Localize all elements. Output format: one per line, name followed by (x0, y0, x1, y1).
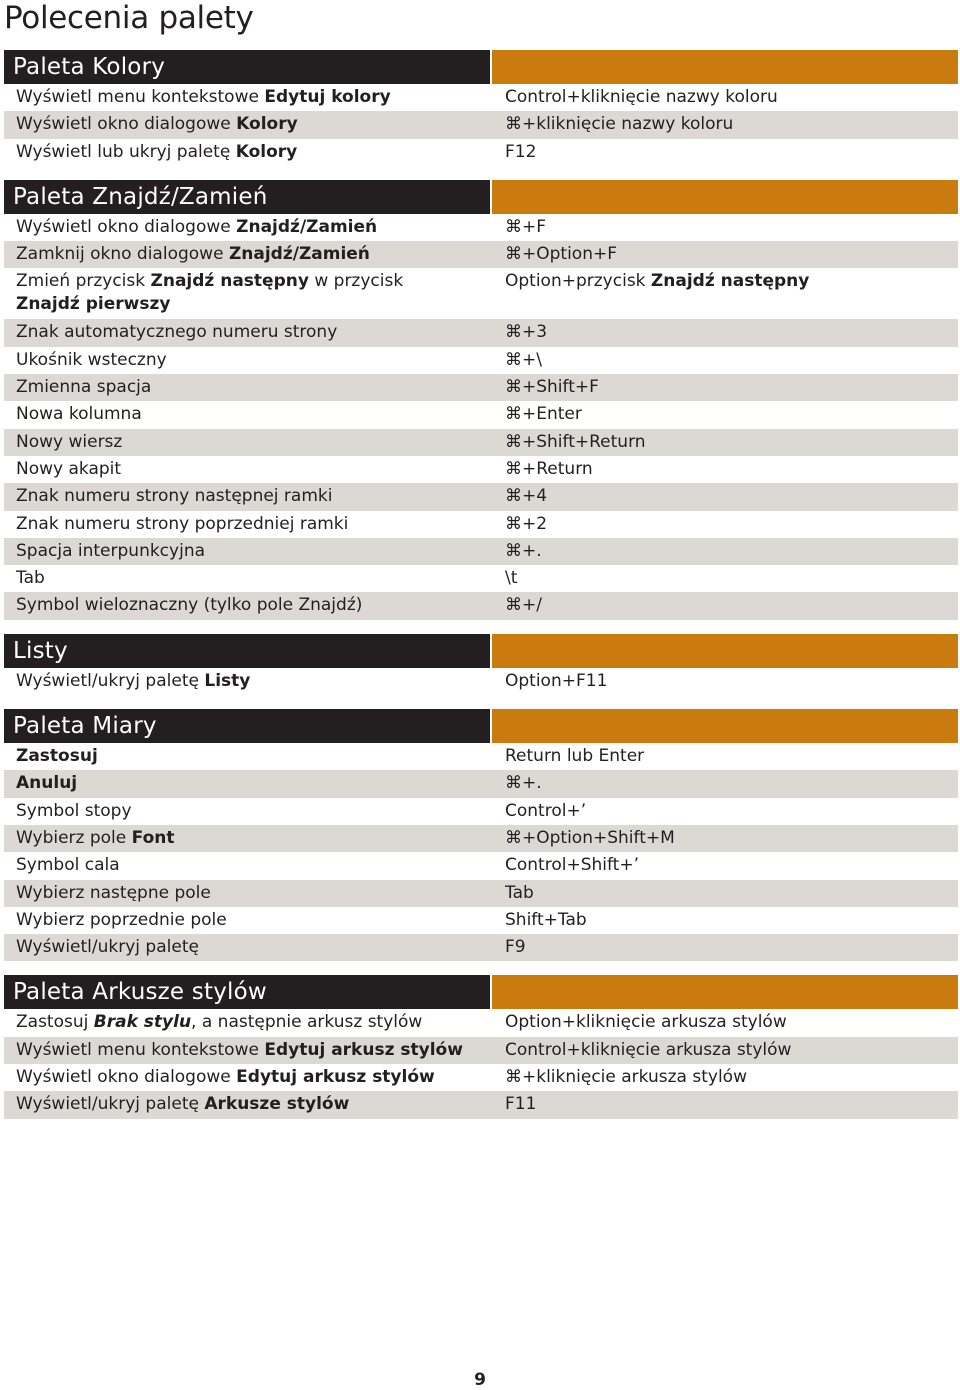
section-header (4, 634, 958, 668)
section-accent-bar (492, 975, 958, 1009)
action-cell (4, 825, 493, 852)
shortcut-cell: ⌘+. (505, 773, 542, 794)
shortcut-cell: ⌘+3 (505, 322, 548, 343)
shortcut-cell (493, 268, 958, 319)
shortcut-cell: ⌘+\ (505, 349, 542, 370)
section-title: Listy (4, 634, 490, 668)
text-run: , a następnie arkusz stylów (191, 1012, 423, 1033)
section-paleta-arkusze-stylow (4, 975, 958, 1118)
action-cell (4, 429, 493, 456)
section-paleta-kolory (4, 50, 958, 166)
section-accent-bar (492, 709, 958, 743)
table-row (4, 668, 958, 695)
text-run: Znak numeru strony następnej ramki (16, 486, 333, 507)
section-title: Paleta Znajdź/Zamień (4, 180, 490, 214)
section-accent-bar (492, 50, 958, 84)
table-row (4, 825, 958, 852)
text-run: Zastosuj (16, 1012, 94, 1033)
text-run: Wyświetl okno dialogowe (16, 114, 237, 135)
section-header (4, 180, 958, 214)
table-row (4, 139, 958, 166)
section-paleta-miary (4, 709, 958, 961)
text-run: Zamknij okno dialogowe (16, 244, 229, 265)
emphasized-text: Font (131, 827, 175, 848)
emphasized-text: Znajdź/Zamień (236, 216, 378, 237)
table-row (4, 347, 958, 374)
text-run: Nowy wiersz (16, 431, 123, 452)
text-run: Wyświetl/ukryj paletę (16, 670, 205, 691)
text-run: Symbol stopy (16, 800, 132, 821)
shortcut-cell: ⌘+Enter (505, 404, 582, 425)
emphasized-text: Arkusze stylów (204, 1094, 350, 1115)
action-cell (4, 538, 493, 565)
action-cell (4, 483, 493, 510)
text-run: Znak automatycznego numeru strony (16, 322, 338, 343)
action-cell (4, 1009, 493, 1036)
section-listy (4, 634, 958, 695)
text-run: Wyświetl okno dialogowe (16, 216, 237, 237)
text-run: Ukośnik wsteczny (16, 349, 167, 370)
emphasized-text: Kolory (236, 114, 298, 135)
shortcut-cell: ⌘+Option+Shift+M (505, 827, 675, 848)
shortcut-cell: Control+Shift+’ (505, 855, 639, 876)
emphasized-text: Listy (204, 670, 251, 691)
emphasized-text: Znajdź następny (150, 271, 309, 292)
emphasized-text: Edytuj arkusz stylów (264, 1039, 463, 1060)
action-cell (4, 241, 493, 268)
table-row (4, 743, 958, 770)
emphasized-text: Zastosuj (16, 746, 98, 767)
shortcut-cell: F12 (505, 141, 537, 162)
action-cell (4, 743, 493, 770)
shortcut-cell: ⌘+Shift+Return (505, 431, 646, 452)
section-title: Paleta Arkusze stylów (4, 975, 490, 1009)
table-row (4, 934, 958, 961)
shortcut-cell: Option+F11 (505, 670, 608, 691)
action-cell (4, 798, 493, 825)
shortcut-cell: Shift+Tab (505, 909, 587, 930)
shortcut-cell: Return lub Enter (505, 746, 645, 767)
action-cell (4, 934, 493, 961)
shortcut-cell: \t (505, 568, 518, 589)
page-title: Polecenia palety (4, 0, 254, 36)
shortcut-cell: Tab (505, 882, 534, 903)
table-row (4, 1009, 958, 1036)
action-cell (4, 770, 493, 797)
emphasized-text: Kolory (235, 141, 298, 162)
action-cell (4, 139, 493, 166)
action-cell (4, 511, 493, 538)
text-run: Wybierz pole (16, 827, 132, 848)
text-run: Wyświetl/ukryj paletę (16, 1094, 205, 1115)
table-row (4, 880, 958, 907)
table-row (4, 770, 958, 797)
text-run: Znak numeru strony poprzedniej ramki (16, 513, 349, 534)
table-row (4, 84, 958, 111)
table-row (4, 907, 958, 934)
action-cell (4, 565, 493, 592)
table-row (4, 319, 958, 346)
action-cell (4, 1091, 493, 1118)
action-cell (4, 852, 493, 879)
section-accent-bar (492, 634, 958, 668)
table-row (4, 214, 958, 241)
table-row (4, 374, 958, 401)
text-run: Zmienna spacja (16, 377, 152, 398)
text-run: Spacja interpunkcyjna (16, 540, 206, 561)
shortcut-cell: ⌘+Option+F (505, 244, 618, 265)
shortcut-cell: ⌘+4 (505, 486, 548, 507)
action-cell (4, 214, 493, 241)
text-run: Tab (16, 568, 45, 589)
shortcut-cell: ⌘+/ (505, 595, 542, 616)
text-run: Nowy akapit (16, 458, 122, 479)
action-cell (4, 907, 493, 934)
shortcut-tables (4, 50, 958, 1133)
shortcut-cell: ⌘+kliknięcie arkusza stylów (505, 1067, 747, 1088)
shortcut-cell: Control+kliknięcie arkusza stylów (505, 1039, 792, 1060)
table-row (4, 429, 958, 456)
action-cell (4, 592, 493, 619)
text-run: Wyświetl/ukryj paletę (16, 937, 199, 958)
table-row (4, 1064, 958, 1091)
text-run: Wyświetl okno dialogowe (16, 1067, 237, 1088)
action-cell (4, 401, 493, 428)
action-cell (4, 84, 493, 111)
section-title: Paleta Miary (4, 709, 490, 743)
action-cell (4, 111, 493, 138)
text-run: Wybierz poprzednie pole (16, 909, 227, 930)
table-row (4, 511, 958, 538)
text-run: Symbol cala (16, 855, 120, 876)
text-run: Wybierz następne pole (16, 882, 211, 903)
table-row (4, 483, 958, 510)
shortcut-cell: ⌘+F (505, 216, 547, 237)
text-run: Zmień przycisk (16, 271, 151, 292)
text-run: Wyświetl lub ukryj paletę (16, 141, 236, 162)
shortcut-cell: ⌘+2 (505, 513, 548, 534)
table-row (4, 798, 958, 825)
table-row (4, 268, 958, 319)
text-run: Option+przycisk (505, 271, 651, 292)
shortcut-cell: ⌘+Return (505, 458, 593, 479)
emphasized-text: Brak stylu (93, 1012, 192, 1033)
table-row (4, 456, 958, 483)
table-row (4, 565, 958, 592)
emphasized-text: Znajdź pierwszy (16, 294, 171, 315)
table-row (4, 401, 958, 428)
emphasized-text: Edytuj arkusz stylów (236, 1067, 435, 1088)
section-header (4, 50, 958, 84)
table-row (4, 1091, 958, 1118)
action-cell (4, 668, 493, 695)
section-header (4, 709, 958, 743)
section-title: Paleta Kolory (4, 50, 490, 84)
action-cell (4, 374, 493, 401)
table-row (4, 111, 958, 138)
table-row (4, 1037, 958, 1064)
emphasized-text: Anuluj (16, 773, 78, 794)
action-cell (4, 880, 493, 907)
action-cell (4, 319, 493, 346)
page-number: 9 (474, 1370, 486, 1390)
shortcut-cell: Option+kliknięcie arkusza stylów (505, 1012, 787, 1033)
emphasized-text: Edytuj kolory (264, 87, 391, 107)
action-cell (4, 456, 493, 483)
emphasized-text: Znajdź następny (650, 271, 810, 292)
section-paleta-znajdz-zamien (4, 180, 958, 620)
table-row (4, 852, 958, 879)
shortcut-cell: F9 (505, 937, 526, 958)
shortcut-cell: ⌘+Shift+F (505, 377, 599, 398)
section-accent-bar (492, 180, 958, 214)
shortcut-cell: ⌘+kliknięcie nazwy koloru (505, 114, 734, 135)
shortcut-cell: ⌘+. (505, 540, 542, 561)
text-run: Wyświetl menu kontekstowe (16, 1039, 265, 1060)
action-cell (4, 268, 493, 319)
action-cell (4, 1064, 493, 1091)
table-row (4, 592, 958, 619)
shortcut-cell: F11 (505, 1094, 537, 1115)
shortcut-cell: Control+kliknięcie nazwy koloru (505, 87, 778, 107)
text-run: w przycisk (308, 271, 404, 292)
action-cell (4, 1037, 493, 1064)
section-header (4, 975, 958, 1009)
table-row (4, 538, 958, 565)
text-run: Nowa kolumna (16, 404, 142, 425)
table-row (4, 241, 958, 268)
shortcut-cell: Control+’ (505, 800, 587, 821)
text-run: Symbol wieloznaczny (tylko pole Znajdź) (16, 595, 363, 616)
text-run: Wyświetl menu kontekstowe (16, 87, 265, 107)
action-cell (4, 347, 493, 374)
emphasized-text: Znajdź/Zamień (228, 244, 370, 265)
